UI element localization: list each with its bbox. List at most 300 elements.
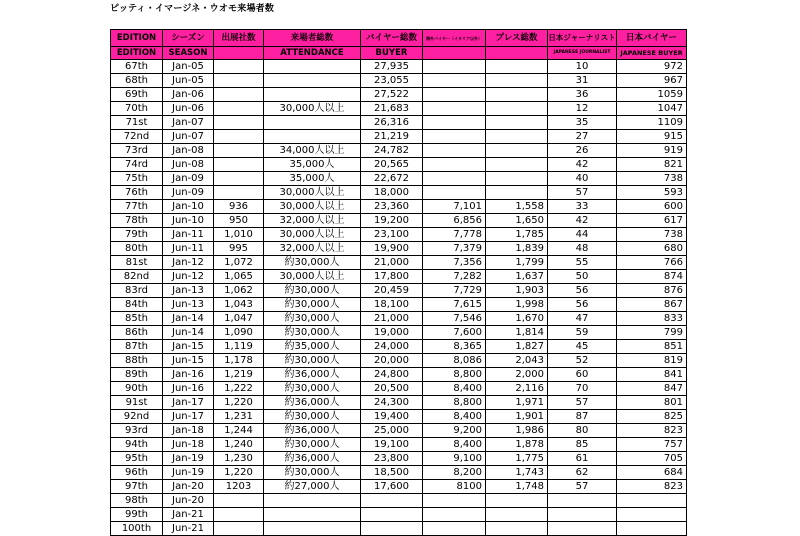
cell-japanese-buyers: 680	[617, 242, 687, 256]
cell-season: Jan-13	[163, 284, 214, 298]
cell-japanese-buyers: 705	[617, 452, 687, 466]
table-row	[111, 144, 687, 158]
cell-foreign-buyers: 8,800	[423, 368, 486, 382]
cell-japanese-journalists	[548, 508, 617, 522]
cell-foreign-buyers	[423, 158, 486, 172]
cell-attendance: 32,000人以上	[264, 242, 361, 256]
cell-attendance: 約30,000人	[264, 354, 361, 368]
cell-attendance: 35,000人	[264, 158, 361, 172]
cell-season: Jun-15	[163, 354, 214, 368]
cell-japanese-journalists: 33	[548, 200, 617, 214]
cell-foreign-buyers	[423, 60, 486, 74]
cell-exhibitors	[214, 130, 264, 144]
cell-exhibitors: 1,219	[214, 368, 264, 382]
table-row	[111, 340, 687, 354]
cell-edition: 92nd	[111, 410, 163, 424]
cell-press: 1,637	[486, 270, 548, 284]
cell-attendance: 約36,000人	[264, 424, 361, 438]
cell-japanese-journalists: 10	[548, 60, 617, 74]
cell-season: Jun-05	[163, 74, 214, 88]
table-body	[111, 60, 687, 536]
cell-exhibitors: 1,072	[214, 256, 264, 270]
cell-exhibitors: 1,230	[214, 452, 264, 466]
cell-japanese-buyers: 600	[617, 200, 687, 214]
cell-buyers: 20,459	[361, 284, 423, 298]
cell-japanese-buyers: 684	[617, 466, 687, 480]
table-row	[111, 60, 687, 74]
cell-buyers: 24,782	[361, 144, 423, 158]
cell-season: Jan-19	[163, 452, 214, 466]
cell-edition: 86th	[111, 326, 163, 340]
cell-edition: 76th	[111, 186, 163, 200]
table-row	[111, 494, 687, 508]
header-en-foreign-buyers	[423, 47, 486, 60]
cell-japanese-journalists: 44	[548, 228, 617, 242]
cell-japanese-journalists: 48	[548, 242, 617, 256]
cell-foreign-buyers	[423, 144, 486, 158]
header-attendance: 来場者総数	[264, 30, 361, 47]
cell-edition: 69th	[111, 88, 163, 102]
cell-japanese-buyers: 874	[617, 270, 687, 284]
cell-attendance: 30,000人以上	[264, 186, 361, 200]
cell-press: 1,878	[486, 438, 548, 452]
cell-exhibitors	[214, 102, 264, 116]
cell-edition: 90th	[111, 382, 163, 396]
cell-edition: 83rd	[111, 284, 163, 298]
cell-press: 2,116	[486, 382, 548, 396]
cell-season: Jan-07	[163, 116, 214, 130]
cell-season: Jan-18	[163, 424, 214, 438]
cell-press: 1,650	[486, 214, 548, 228]
cell-attendance	[264, 522, 361, 536]
cell-foreign-buyers: 9,100	[423, 452, 486, 466]
cell-japanese-journalists: 70	[548, 382, 617, 396]
table-row	[111, 200, 687, 214]
cell-press: 1,799	[486, 256, 548, 270]
header-en-japanese-buyer: JAPANESE BUYER	[617, 47, 687, 60]
cell-exhibitors: 1,222	[214, 382, 264, 396]
cell-exhibitors: 950	[214, 214, 264, 228]
header-en-japanese-journalist: JAPANESE JOURNALIST	[548, 47, 617, 60]
cell-press: 1,839	[486, 242, 548, 256]
cell-japanese-buyers: 757	[617, 438, 687, 452]
cell-japanese-buyers: 823	[617, 424, 687, 438]
cell-edition: 82nd	[111, 270, 163, 284]
cell-buyers	[361, 508, 423, 522]
cell-season: Jan-15	[163, 340, 214, 354]
cell-edition: 87th	[111, 340, 163, 354]
cell-press	[486, 508, 548, 522]
cell-attendance: 約36,000人	[264, 368, 361, 382]
table-row	[111, 228, 687, 242]
cell-japanese-buyers	[617, 494, 687, 508]
cell-attendance	[264, 74, 361, 88]
cell-season: Jun-12	[163, 270, 214, 284]
cell-edition: 94th	[111, 438, 163, 452]
cell-edition: 97th	[111, 480, 163, 494]
table-row	[111, 172, 687, 186]
table-row	[111, 480, 687, 494]
cell-press	[486, 116, 548, 130]
cell-japanese-journalists: 31	[548, 74, 617, 88]
header-japanese-buyers: 日本バイヤー	[617, 30, 687, 47]
cell-japanese-buyers: 1059	[617, 88, 687, 102]
cell-attendance: 約30,000人	[264, 312, 361, 326]
header-en-exhibitors	[214, 47, 264, 60]
cell-foreign-buyers: 8,365	[423, 340, 486, 354]
cell-attendance: 約35,000人	[264, 340, 361, 354]
cell-japanese-journalists: 57	[548, 480, 617, 494]
cell-buyers: 23,055	[361, 74, 423, 88]
table-row	[111, 312, 687, 326]
cell-edition: 88th	[111, 354, 163, 368]
cell-exhibitors	[214, 158, 264, 172]
cell-buyers: 21,000	[361, 312, 423, 326]
cell-buyers	[361, 522, 423, 536]
cell-buyers: 20,500	[361, 382, 423, 396]
cell-season: Jun-14	[163, 326, 214, 340]
cell-exhibitors: 1,090	[214, 326, 264, 340]
cell-buyers: 18,500	[361, 466, 423, 480]
cell-japanese-journalists: 47	[548, 312, 617, 326]
table-row	[111, 158, 687, 172]
cell-foreign-buyers: 9,200	[423, 424, 486, 438]
cell-edition: 74rd	[111, 158, 163, 172]
cell-foreign-buyers: 7,546	[423, 312, 486, 326]
table-row	[111, 270, 687, 284]
cell-press	[486, 130, 548, 144]
cell-edition: 77th	[111, 200, 163, 214]
cell-exhibitors: 1,065	[214, 270, 264, 284]
cell-attendance: 約36,000人	[264, 396, 361, 410]
cell-japanese-journalists: 60	[548, 368, 617, 382]
cell-press	[486, 144, 548, 158]
table-row	[111, 74, 687, 88]
table-row	[111, 242, 687, 256]
cell-attendance: 約30,000人	[264, 326, 361, 340]
table-row	[111, 466, 687, 480]
cell-exhibitors	[214, 60, 264, 74]
cell-edition: 81st	[111, 256, 163, 270]
cell-foreign-buyers: 7,729	[423, 284, 486, 298]
table-row	[111, 368, 687, 382]
cell-japanese-journalists: 59	[548, 326, 617, 340]
table-row	[111, 214, 687, 228]
cell-foreign-buyers: 6,856	[423, 214, 486, 228]
cell-japanese-journalists: 57	[548, 186, 617, 200]
cell-japanese-buyers: 867	[617, 298, 687, 312]
cell-japanese-buyers: 919	[617, 144, 687, 158]
cell-season: Jun-10	[163, 214, 214, 228]
cell-buyers: 21,683	[361, 102, 423, 116]
cell-japanese-buyers: 766	[617, 256, 687, 270]
cell-season: Jan-14	[163, 312, 214, 326]
cell-buyers: 21,219	[361, 130, 423, 144]
cell-japanese-buyers: 841	[617, 368, 687, 382]
cell-japanese-buyers: 821	[617, 158, 687, 172]
table-row	[111, 508, 687, 522]
cell-buyers: 20,000	[361, 354, 423, 368]
cell-japanese-journalists: 56	[548, 284, 617, 298]
cell-japanese-journalists: 55	[548, 256, 617, 270]
cell-foreign-buyers	[423, 88, 486, 102]
table-row	[111, 410, 687, 424]
cell-japanese-journalists: 87	[548, 410, 617, 424]
cell-season: Jun-16	[163, 382, 214, 396]
cell-foreign-buyers	[423, 522, 486, 536]
cell-buyers: 27,522	[361, 88, 423, 102]
table-row	[111, 88, 687, 102]
cell-japanese-journalists: 27	[548, 130, 617, 144]
cell-edition: 79th	[111, 228, 163, 242]
cell-edition: 96th	[111, 466, 163, 480]
cell-edition: 84th	[111, 298, 163, 312]
cell-edition: 95th	[111, 452, 163, 466]
cell-season: Jun-19	[163, 466, 214, 480]
cell-foreign-buyers	[423, 508, 486, 522]
cell-edition: 89th	[111, 368, 163, 382]
cell-exhibitors: 1,220	[214, 396, 264, 410]
cell-attendance: 約30,000人	[264, 256, 361, 270]
cell-buyers: 17,800	[361, 270, 423, 284]
cell-exhibitors: 1,178	[214, 354, 264, 368]
cell-season: Jan-16	[163, 368, 214, 382]
cell-japanese-buyers: 617	[617, 214, 687, 228]
cell-japanese-buyers: 967	[617, 74, 687, 88]
cell-edition: 85th	[111, 312, 163, 326]
cell-edition: 68th	[111, 74, 163, 88]
cell-japanese-journalists: 80	[548, 424, 617, 438]
cell-japanese-journalists: 61	[548, 452, 617, 466]
cell-foreign-buyers	[423, 186, 486, 200]
cell-attendance: 約30,000人	[264, 466, 361, 480]
cell-japanese-buyers: 593	[617, 186, 687, 200]
table-row	[111, 438, 687, 452]
table-row	[111, 102, 687, 116]
cell-exhibitors	[214, 186, 264, 200]
cell-attendance: 約30,000人	[264, 438, 361, 452]
cell-foreign-buyers: 8,400	[423, 410, 486, 424]
cell-edition: 98th	[111, 494, 163, 508]
cell-japanese-buyers: 1047	[617, 102, 687, 116]
cell-japanese-buyers	[617, 508, 687, 522]
attendance-table	[110, 29, 687, 536]
cell-press	[486, 74, 548, 88]
cell-foreign-buyers: 8,086	[423, 354, 486, 368]
cell-exhibitors	[214, 116, 264, 130]
cell-buyers: 24,800	[361, 368, 423, 382]
cell-buyers: 23,800	[361, 452, 423, 466]
cell-foreign-buyers: 8,800	[423, 396, 486, 410]
cell-attendance: 約30,000人	[264, 382, 361, 396]
cell-buyers: 17,600	[361, 480, 423, 494]
table-row	[111, 298, 687, 312]
cell-japanese-buyers: 876	[617, 284, 687, 298]
cell-japanese-journalists: 26	[548, 144, 617, 158]
cell-attendance: 30,000人以上	[264, 270, 361, 284]
cell-press: 1,775	[486, 452, 548, 466]
cell-press: 1,986	[486, 424, 548, 438]
table-row	[111, 424, 687, 438]
cell-press: 1,827	[486, 340, 548, 354]
cell-edition: 72nd	[111, 130, 163, 144]
cell-japanese-buyers: 972	[617, 60, 687, 74]
cell-attendance: 30,000人以上	[264, 102, 361, 116]
cell-japanese-journalists: 56	[548, 298, 617, 312]
cell-press	[486, 158, 548, 172]
cell-attendance	[264, 88, 361, 102]
cell-attendance: 32,000人以上	[264, 214, 361, 228]
header-en-buyer: BUYER	[361, 47, 423, 60]
cell-japanese-journalists: 45	[548, 340, 617, 354]
cell-exhibitors	[214, 144, 264, 158]
cell-attendance: 約27,000人	[264, 480, 361, 494]
header-foreign-buyers: 海外バイヤー（イタリア以外）	[423, 30, 486, 47]
cell-attendance: 30,000人以上	[264, 200, 361, 214]
cell-exhibitors: 1203	[214, 480, 264, 494]
cell-attendance: 約30,000人	[264, 284, 361, 298]
cell-edition: 73rd	[111, 144, 163, 158]
cell-season: Jan-11	[163, 228, 214, 242]
cell-foreign-buyers	[423, 130, 486, 144]
cell-buyers: 24,300	[361, 396, 423, 410]
header-press: プレス総数	[486, 30, 548, 47]
cell-edition: 80th	[111, 242, 163, 256]
cell-japanese-journalists: 85	[548, 438, 617, 452]
cell-japanese-journalists: 35	[548, 116, 617, 130]
cell-buyers	[361, 494, 423, 508]
table-row	[111, 116, 687, 130]
header-buyers: バイヤー総数	[361, 30, 423, 47]
cell-exhibitors: 1,240	[214, 438, 264, 452]
cell-attendance: 約36,000人	[264, 452, 361, 466]
cell-edition: 75th	[111, 172, 163, 186]
table-row	[111, 186, 687, 200]
cell-foreign-buyers	[423, 102, 486, 116]
header-row-japanese	[111, 30, 687, 47]
cell-season: Jan-06	[163, 88, 214, 102]
cell-season: Jan-10	[163, 200, 214, 214]
cell-foreign-buyers	[423, 172, 486, 186]
cell-press: 1,903	[486, 284, 548, 298]
cell-press: 1,743	[486, 466, 548, 480]
cell-press	[486, 60, 548, 74]
header-en-season: SEASON	[163, 47, 214, 60]
cell-foreign-buyers	[423, 494, 486, 508]
cell-exhibitors	[214, 494, 264, 508]
cell-season: Jan-09	[163, 172, 214, 186]
cell-season: Jun-06	[163, 102, 214, 116]
cell-japanese-buyers: 738	[617, 228, 687, 242]
cell-season: Jun-07	[163, 130, 214, 144]
header-edition: EDITION	[111, 30, 163, 47]
cell-attendance: 34,000人以上	[264, 144, 361, 158]
cell-buyers: 18,000	[361, 186, 423, 200]
cell-foreign-buyers: 7,101	[423, 200, 486, 214]
cell-japanese-buyers: 799	[617, 326, 687, 340]
cell-buyers: 19,400	[361, 410, 423, 424]
table-row	[111, 130, 687, 144]
cell-press: 1,785	[486, 228, 548, 242]
cell-press: 1,558	[486, 200, 548, 214]
header-row-english	[111, 47, 687, 60]
cell-season: Jan-21	[163, 508, 214, 522]
cell-season: Jan-20	[163, 480, 214, 494]
cell-season: Jun-20	[163, 494, 214, 508]
cell-attendance	[264, 116, 361, 130]
cell-foreign-buyers: 8,400	[423, 438, 486, 452]
cell-season: Jun-11	[163, 242, 214, 256]
cell-attendance: 約30,000人	[264, 410, 361, 424]
cell-season: Jun-17	[163, 410, 214, 424]
cell-exhibitors: 1,047	[214, 312, 264, 326]
cell-attendance	[264, 494, 361, 508]
cell-japanese-journalists: 57	[548, 396, 617, 410]
header-japanese-journalists: 日本ジャーナリスト	[548, 30, 617, 47]
cell-press: 1,748	[486, 480, 548, 494]
cell-foreign-buyers	[423, 74, 486, 88]
cell-season: Jun-08	[163, 158, 214, 172]
cell-foreign-buyers: 8100	[423, 480, 486, 494]
header-exhibitors: 出展社数	[214, 30, 264, 47]
cell-foreign-buyers: 7,282	[423, 270, 486, 284]
cell-season: Jun-13	[163, 298, 214, 312]
table-row	[111, 522, 687, 536]
cell-exhibitors	[214, 74, 264, 88]
cell-buyers: 19,200	[361, 214, 423, 228]
cell-foreign-buyers: 7,379	[423, 242, 486, 256]
cell-season: Jun-21	[163, 522, 214, 536]
cell-japanese-buyers: 1109	[617, 116, 687, 130]
cell-foreign-buyers: 8,400	[423, 382, 486, 396]
cell-foreign-buyers	[423, 116, 486, 130]
header-en-edition: EDITION	[111, 47, 163, 60]
cell-japanese-buyers: 738	[617, 172, 687, 186]
cell-attendance: 35,000人	[264, 172, 361, 186]
cell-attendance	[264, 130, 361, 144]
cell-japanese-journalists: 52	[548, 354, 617, 368]
cell-press	[486, 186, 548, 200]
table-row	[111, 256, 687, 270]
cell-japanese-journalists: 12	[548, 102, 617, 116]
cell-japanese-journalists: 42	[548, 214, 617, 228]
cell-exhibitors	[214, 172, 264, 186]
cell-buyers: 18,100	[361, 298, 423, 312]
cell-foreign-buyers: 7,356	[423, 256, 486, 270]
cell-foreign-buyers: 7,615	[423, 298, 486, 312]
cell-press	[486, 172, 548, 186]
cell-exhibitors: 1,062	[214, 284, 264, 298]
cell-edition: 67th	[111, 60, 163, 74]
cell-japanese-buyers: 847	[617, 382, 687, 396]
cell-press	[486, 88, 548, 102]
cell-edition: 70th	[111, 102, 163, 116]
cell-edition: 71st	[111, 116, 163, 130]
cell-attendance	[264, 508, 361, 522]
cell-buyers: 23,100	[361, 228, 423, 242]
cell-press	[486, 102, 548, 116]
cell-attendance	[264, 60, 361, 74]
cell-press: 1,971	[486, 396, 548, 410]
cell-press: 1,998	[486, 298, 548, 312]
table-row	[111, 396, 687, 410]
cell-japanese-journalists: 36	[548, 88, 617, 102]
cell-press: 2,000	[486, 368, 548, 382]
cell-season: Jan-08	[163, 144, 214, 158]
cell-press	[486, 494, 548, 508]
cell-exhibitors: 1,244	[214, 424, 264, 438]
cell-exhibitors: 995	[214, 242, 264, 256]
